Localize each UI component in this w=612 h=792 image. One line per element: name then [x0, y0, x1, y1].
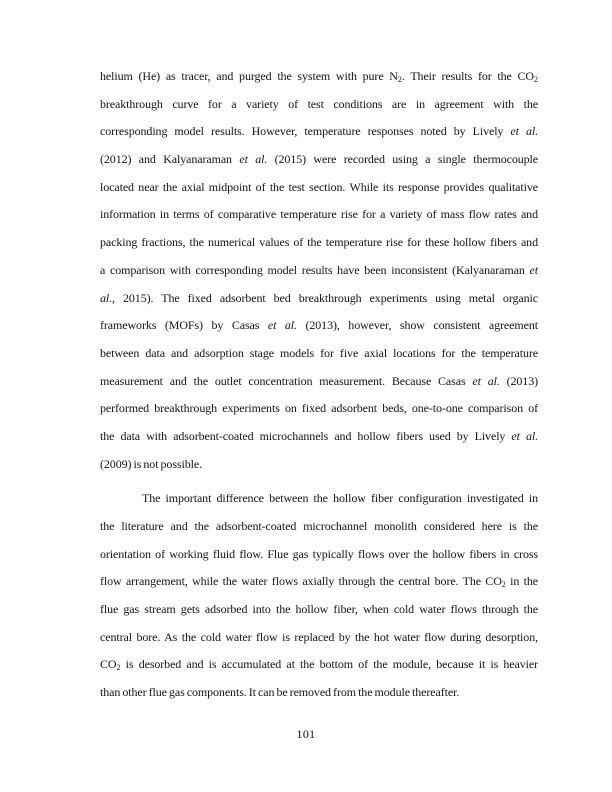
text-segment: . Their results for the CO	[401, 69, 534, 83]
text-segment: central bore. As the cold water flow is replaced by the hot water flow during desorption,	[100, 629, 538, 644]
text-segment: helium (He) as tracer, and purged the system with pure N	[100, 69, 398, 83]
text-segment: located near the axial midpoint of the test section. While its response provides qualitative	[100, 179, 538, 194]
text-line	[100, 679, 538, 707]
text-line	[100, 541, 538, 569]
text-line	[100, 118, 538, 146]
text-segment: The important difference between the hollow fiber configuration investigated in	[142, 491, 538, 506]
paragraph	[100, 63, 538, 478]
text-segment: (2013), however, show consistent agreement	[296, 318, 538, 333]
subscript-text: 2	[116, 663, 121, 673]
italic-text: et al.	[472, 373, 500, 388]
text-line	[100, 596, 538, 624]
text-segment: frameworks (MOFs) by Casas	[100, 318, 268, 333]
text-segment: than other flue gas components. It can be removed from the module thereafter.	[100, 685, 460, 700]
page-number: 101	[296, 727, 316, 741]
italic-text: et al.	[267, 318, 297, 333]
text-segment: in the	[505, 574, 538, 589]
text-segment: measurement and the outlet concentration measurement. Because Casas	[100, 373, 473, 388]
text-segment: a comparison with corresponding model results have been inconsistent (Kalyanaraman	[100, 262, 530, 277]
text-line	[100, 63, 538, 91]
text-segment: the data with adsorbent-coated microchannels and hollow fibers used by Lively	[100, 428, 512, 443]
text-segment: (2015) were recorded using a single thermocouple	[267, 152, 538, 167]
text-line	[100, 368, 538, 396]
text-segment: packing fractions, the numerical values of the temperature rise for these hollow fibers and	[100, 235, 538, 250]
italic-text: et	[529, 262, 538, 277]
italic-text: al.	[100, 290, 113, 305]
text-segment: CO	[100, 657, 117, 672]
text-segment: between data and adsorption stage models for five axial locations for the temperature	[100, 345, 538, 360]
text-segment: performed breakthrough experiments on fixed adsorbent beds, one-to-one comparison of	[100, 401, 538, 416]
text-line	[100, 285, 538, 313]
text-segment: flow arrangement, while the water flows axially through the central bore. The CO	[100, 574, 502, 589]
text-segment: flue gas stream gets adsorbed into the hollow fiber, when cold water flows through the	[100, 602, 538, 617]
text-line	[100, 257, 538, 285]
subscript-text: 2	[501, 580, 506, 590]
text-line	[100, 146, 538, 174]
subscript-text: 2	[534, 75, 538, 84]
page-body	[100, 63, 538, 707]
text-line	[100, 423, 538, 451]
text-line	[100, 651, 538, 679]
text-segment: is desorbed and is accumulated at the bottom of the module, because it is heavier	[120, 657, 538, 672]
text-segment: , 2015). The fixed adsorbent bed breakthrough experiments using metal organic	[112, 290, 538, 305]
italic-text: et al.	[510, 124, 538, 139]
text-line	[100, 395, 538, 423]
text-line	[100, 451, 538, 479]
text-segment: (2013)	[499, 373, 538, 388]
text-segment: information in terms of comparative temperature rise for a variety of mass flow rates and	[100, 207, 538, 222]
text-line	[100, 174, 538, 202]
text-segment: corresponding model results. However, temperature responses noted by Lively	[100, 124, 511, 139]
italic-text: et al.	[239, 152, 268, 167]
text-line	[100, 340, 538, 368]
subscript-text: 2	[397, 75, 402, 84]
text-segment: (2009) is not possible.	[100, 456, 202, 471]
text-line	[100, 229, 538, 257]
text-segment: the literature and the adsorbent-coated microchannel monolith considered here is the	[100, 519, 538, 533]
text-segment: (2012) and Kalyanaraman	[100, 152, 240, 167]
text-line	[100, 568, 538, 596]
paragraph	[100, 485, 538, 707]
text-segment: breakthrough curve for a variety of test conditions are in agreement with the	[100, 96, 538, 111]
text-segment: orientation of working fluid flow. Flue gas typically flows over the hollow fibers in cross	[100, 546, 538, 561]
text-line	[100, 485, 538, 513]
text-line	[100, 201, 538, 229]
text-line	[100, 624, 538, 652]
italic-text: et al.	[511, 428, 538, 443]
text-line	[100, 312, 538, 340]
text-line	[100, 513, 538, 541]
text-line	[100, 91, 538, 119]
